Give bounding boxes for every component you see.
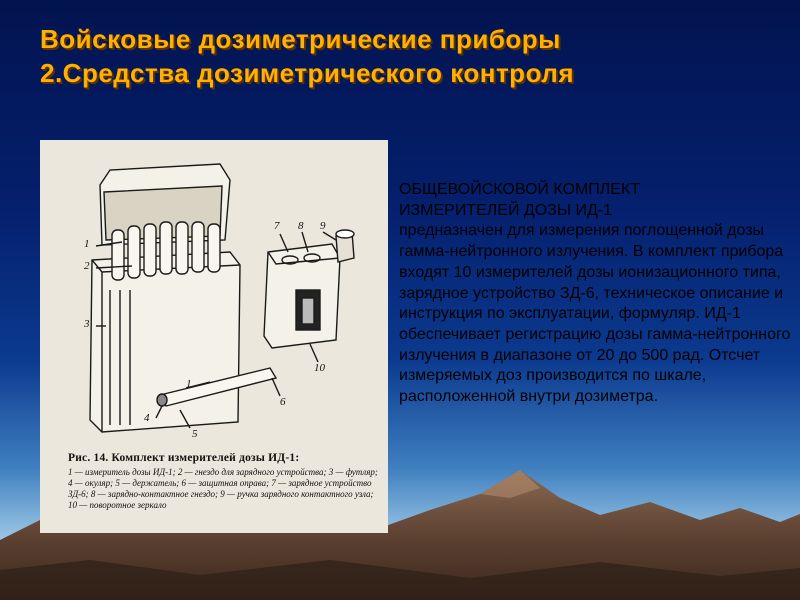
label-6: 6 — [280, 396, 286, 408]
description-heading-line1: ОБЩЕВОЙСКОВОЙ КОМПЛЕКТ — [399, 181, 641, 198]
slide-title-line2: 2.Средства дозиметрического контроля — [40, 58, 574, 88]
slide-title-line1: Войсковые дозиметрические приборы — [40, 24, 561, 54]
label-1b: 1 — [186, 378, 192, 390]
device-figure — [40, 140, 388, 533]
figure-caption — [68, 452, 380, 511]
label-4: 4 — [144, 412, 150, 424]
description-text — [399, 180, 791, 408]
label-5: 5 — [192, 428, 198, 440]
label-10: 10 — [314, 362, 325, 374]
label-9: 9 — [320, 220, 326, 232]
label-1: 1 — [84, 238, 90, 250]
description-heading-line2: ИЗМЕРИТЕЛЕЙ ДОЗЫ ИД-1 — [399, 201, 613, 219]
slide-title — [40, 22, 574, 90]
description-body: предназначен для измерения поглощенной дозы гамма-нейтронного излучения. В комплект прибора входят 10 измерителей дозы ионизационного типа, зарядное устройство ЗД-6, техническое описание и инструкция по эксплуатации, формуляр. ИД-1 обеспечивает регистрацию дозы гамма-нейтронного излучения в диапазоне от 20 до 500 рад. Отсчет измеряемых доз производится по шкале, расположенной внутри дозиметра. — [399, 222, 791, 406]
label-2: 2 — [84, 260, 90, 272]
figure-legend: 1 — измеритель дозы ИД-1; 2 — гнездо для зарядного устройства; 3 — футляр; 4 — окуляр; 5 — держатель; 6 — защитная оправа; 7 — зарядное устройство ЗД-6; 8 — зарядно-контактное гнездо; 9 — ручка зарядного контактного узла; 10 — поворотное зеркало — [68, 467, 378, 510]
label-3: 3 — [84, 318, 90, 330]
label-7: 7 — [274, 220, 280, 232]
label-8: 8 — [298, 220, 304, 232]
figure-caption-title: Рис. 14. Комплект измерителей дозы ИД-1: — [68, 452, 300, 464]
